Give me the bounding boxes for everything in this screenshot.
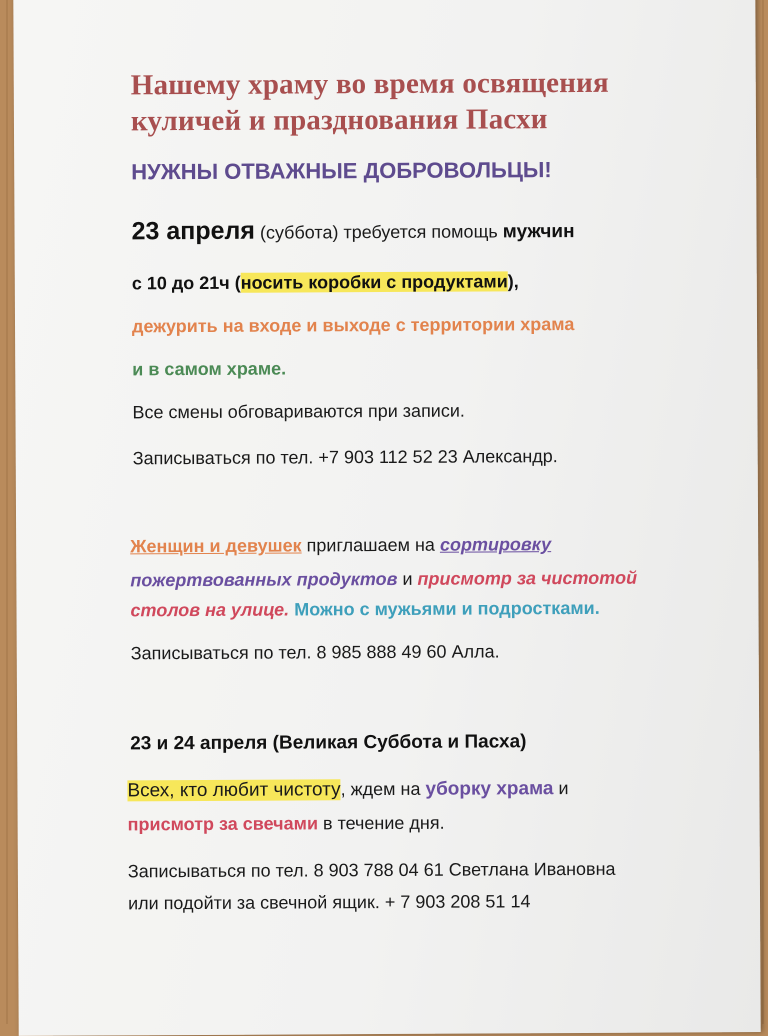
sorting-text: сортировку: [439, 534, 552, 555]
signup-alexander: Записываться по тел. +7 903 112 52 23 Александр.: [132, 446, 558, 469]
signup-svetlana: Записываться по тел. 8 903 788 04 61 Светлана Ивановна: [127, 858, 616, 882]
wood-grain: [6, 0, 8, 1024]
section2-line-2: [130, 568, 637, 592]
donated-products-text: пожертвованных продуктов: [130, 568, 398, 591]
cleaning-text: уборку храма: [425, 778, 554, 800]
and-text-2: и: [553, 778, 569, 799]
section1-time-line: [132, 271, 519, 294]
and-text: и: [397, 568, 418, 589]
section2-line-1: [130, 534, 551, 557]
wait-text: , ждем на: [340, 778, 426, 800]
paper-sheet: [13, 0, 760, 1036]
time-suffix: ),: [507, 271, 519, 292]
tables-text: столов на улице.: [130, 599, 290, 621]
candles-text: присмотр за свечами: [127, 813, 319, 835]
shifts-note: Все смены обговариваются при записи.: [132, 400, 465, 423]
carry-boxes-highlight: носить коробки с продуктами: [240, 271, 508, 293]
date-23-april: 23 апреля: [131, 216, 256, 246]
supervise-text: присмотр за чистотой: [417, 567, 638, 589]
with-family-text: Можно с мужьями и подростками.: [289, 597, 600, 620]
duty-line-2: и в самом храме.: [132, 358, 287, 380]
section3-dates: 23 и 24 апреля (Великая Суббота и Пасха): [130, 731, 527, 755]
subtitle: НУЖНЫ ОТВАЖНЫЕ ДОБРОВОЛЬЦЫ!: [131, 157, 552, 185]
section2-line-3: [130, 598, 599, 621]
women-text: Женщин и девушек: [130, 535, 302, 557]
invite-text: приглашаем на: [301, 534, 440, 556]
title-line-1: Нашему храму во время освящения: [130, 66, 609, 102]
during-day-text: в течение дня.: [317, 812, 445, 834]
title-line-2: куличей и празднования Пасхи: [130, 103, 548, 138]
men-text: мужчин: [502, 221, 575, 243]
wood-grain: [762, 0, 764, 1024]
duty-line: дежурить на входе и выходе с территории храма: [131, 314, 575, 337]
section1-date-line: [131, 215, 574, 246]
signup-alla: Записываться по тел. 8 985 888 49 60 Алла.: [130, 641, 500, 664]
saturday-help-text: (суббота) требуется помощь: [254, 221, 503, 243]
section3-line-2: [128, 813, 445, 836]
time-prefix: с 10 до 21ч (: [131, 272, 241, 294]
everyone-clean-highlight: Всех, кто любит чистоту: [127, 779, 341, 802]
signup-candle-box: или подойти за свечной ящик. + 7 903 208 51 14: [127, 891, 531, 914]
section3-line-1: [127, 778, 568, 802]
